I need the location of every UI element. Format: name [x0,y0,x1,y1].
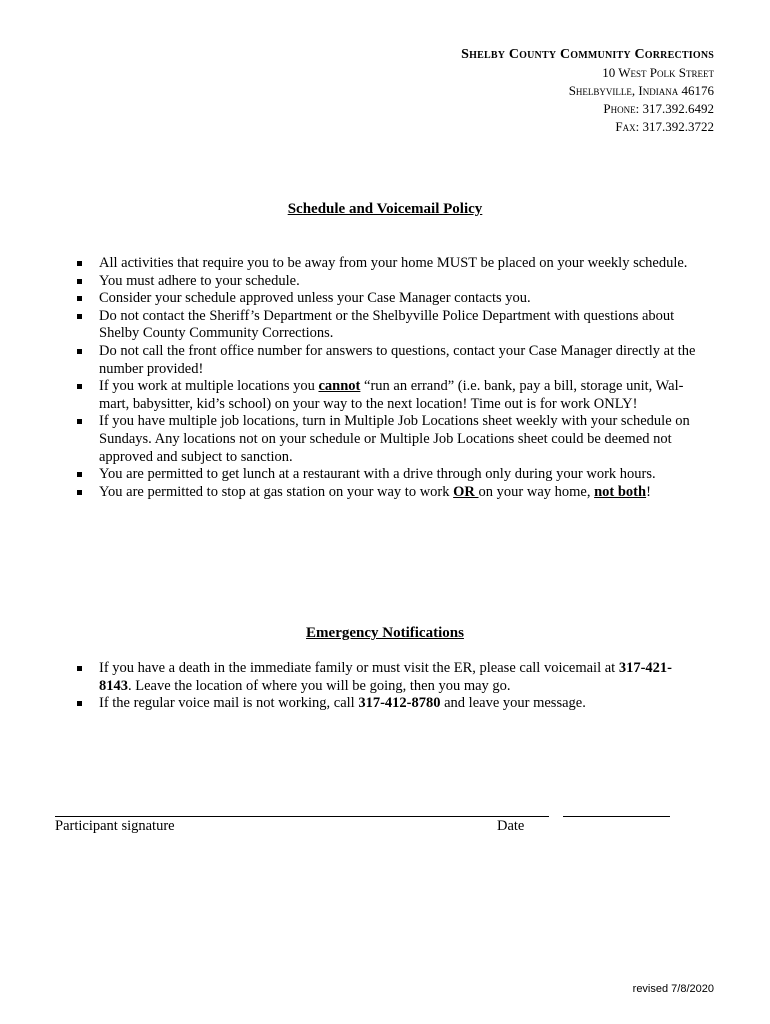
city-state-zip: Shelbyville, Indiana 46176 [568,83,714,98]
item-text: You are permitted to get lunch at a restaurant with a drive through only during your work hours. [99,466,656,483]
street-address: 10 West Polk Street [602,65,714,80]
item-text: All activities that require you to be away from your home MUST be placed on your weekly schedule. [99,255,688,271]
item-text: . Leave the location of where you will be going, then you may go. [128,677,511,694]
emphasis-cannot: cannot [318,378,361,395]
list-item [72,378,702,413]
organization-name: Shelby County Community Corrections [461,47,714,62]
item-text: “run an errand” (i.e. bank, pay a bill, storage unit, Wal-mart, babysitter, kid’s school) on your way to the next location! Time out is for work ONLY! [99,378,684,412]
item-text: ! [646,483,651,500]
item-text: Consider your schedule approved unless your Case Manager contacts you. [99,290,531,307]
voicemail-number: 317-421-8143 [99,660,672,694]
item-text: You must adhere to your schedule. [99,272,300,289]
list-item [72,413,702,466]
list-item [72,255,702,273]
list-item [72,343,702,378]
item-text: If you work at multiple locations you [99,378,319,395]
emphasis-not-both: not both [594,483,647,500]
list-item [72,273,702,291]
revision-date: revised 7/8/2020 [632,983,714,995]
letterhead [461,46,714,136]
date-line[interactable] [563,816,670,817]
item-text: Do not contact the Sheriff’s Department or the Shelbyville Police Department with questions about Shelby County Community Corrections. [99,307,675,342]
backup-phone-number: 317-412-8780 [358,695,441,712]
list-item [72,660,702,695]
item-text: You are permitted to stop at gas station on your way to work [99,483,454,500]
list-item [72,308,702,343]
item-text: If you have a death in the immediate family or must visit the ER, please call voicemail at [99,660,619,676]
schedule-policy-title: Schedule and Voicemail Policy [287,201,483,217]
item-text: If you have multiple job locations, turn in Multiple Job Locations sheet weekly with your schedule on Sundays. Any locations not on your schedule or Multiple Job Locations sheet could be deemed not approved and subject to sanction. [99,413,690,465]
item-text: If the regular voice mail is not working, call [99,695,359,712]
list-item [72,466,702,484]
phone-number: Phone: 317.392.6492 [603,101,714,116]
list-item [72,290,702,308]
item-text: Do not call the front office number for answers to questions, contact your Case Manager directly at the number provided! [99,342,696,377]
emergency-notifications-list [72,660,702,713]
list-item [72,484,702,502]
emphasis-or: OR [453,483,479,500]
date-label: Date [497,818,525,834]
list-item [72,695,702,713]
fax-number: Fax: 317.392.3722 [615,119,714,134]
item-text: on your way home, [478,483,595,500]
emergency-notifications-title: Emergency Notifications [306,625,464,641]
participant-signature-line[interactable] [55,816,549,817]
schedule-policy-list [72,255,702,501]
participant-signature-label: Participant signature [55,818,175,834]
item-text: and leave your message. [440,695,586,712]
